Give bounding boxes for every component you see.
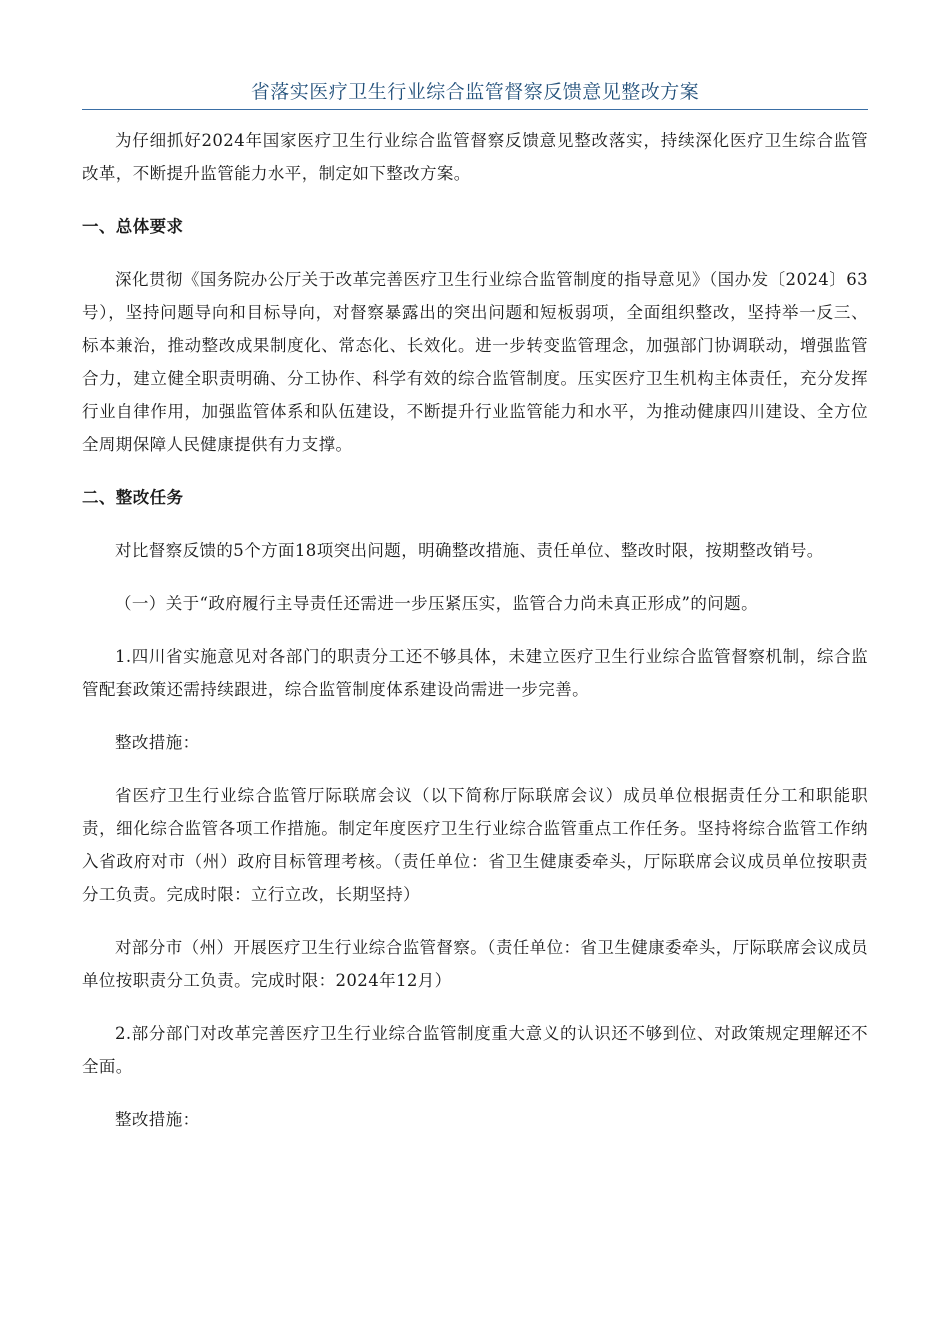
intro-paragraph: 为仔细抓好2024年国家医疗卫生行业综合监管督察反馈意见整改落实，持续深化医疗卫生综合监管改革，不断提升监管能力水平，制定如下整改方案。	[82, 131, 868, 183]
section-heading-rectification-tasks: 二、整改任务	[82, 488, 184, 507]
title-underline	[82, 109, 868, 110]
document-body	[82, 124, 868, 1156]
measures-label-1: 整改措施：	[115, 733, 200, 752]
general-requirements-paragraph: 深化贯彻《国务院办公厅关于改革完善医疗卫生行业综合监管制度的指导意见》（国办发〔2024〕63号），坚持问题导向和目标导向，对督察暴露出的突出问题和短板弱项，全面组织整改，坚持举一反三、标本兼治，推动整改成果制度化、常态化、长效化。进一步转变监管理念，加强部门协调联动，增强监管合力，建立健全职责明确、分工协作、科学有效的综合监管制度。压实医疗卫生机构主体责任，充分发挥行业自律作用，加强监管体系和队伍建设，不断提升行业监管能力和水平，为推动健康四川建设、全方位全周期保障人民健康提供有力支撑。	[82, 270, 868, 454]
subsection-heading-1: （一）关于“政府履行主导责任还需进一步压紧压实，监管合力尚未真正形成”的问题。	[115, 594, 758, 613]
measure-paragraph-1b: 对部分市（州）开展医疗卫生行业综合监管督察。（责任单位：省卫生健康委牵头，厅际联席会议成员单位按职责分工负责。完成时限：2024年12月）	[82, 938, 868, 990]
issue-item-1: 1.四川省实施意见对各部门的职责分工还不够具体，未建立医疗卫生行业综合监管督察机制，综合监管配套政策还需持续跟进，综合监管制度体系建设尚需进一步完善。	[82, 647, 868, 699]
page-title: 省落实医疗卫生行业综合监管督察反馈意见整改方案	[250, 81, 700, 103]
rectification-intro-paragraph: 对比督察反馈的5个方面18项突出问题，明确整改措施、责任单位、整改时限，按期整改销号。	[115, 541, 824, 560]
issue-item-2: 2.部分部门对改革完善医疗卫生行业综合监管制度重大意义的认识还不够到位、对政策规定理解还不全面。	[82, 1024, 868, 1076]
measure-paragraph-1a: 省医疗卫生行业综合监管厅际联席会议（以下简称厅际联席会议）成员单位根据责任分工和职能职责，细化综合监管各项工作措施。制定年度医疗卫生行业综合监管重点工作任务。坚持将综合监管工作纳入省政府对市（州）政府目标管理考核。（责任单位：省卫生健康委牵头，厅际联席会议成员单位按职责分工负责。完成时限：立行立改，长期坚持）	[82, 786, 868, 904]
measures-label-2: 整改措施：	[115, 1110, 200, 1129]
section-heading-general-requirements: 一、总体要求	[82, 217, 184, 236]
